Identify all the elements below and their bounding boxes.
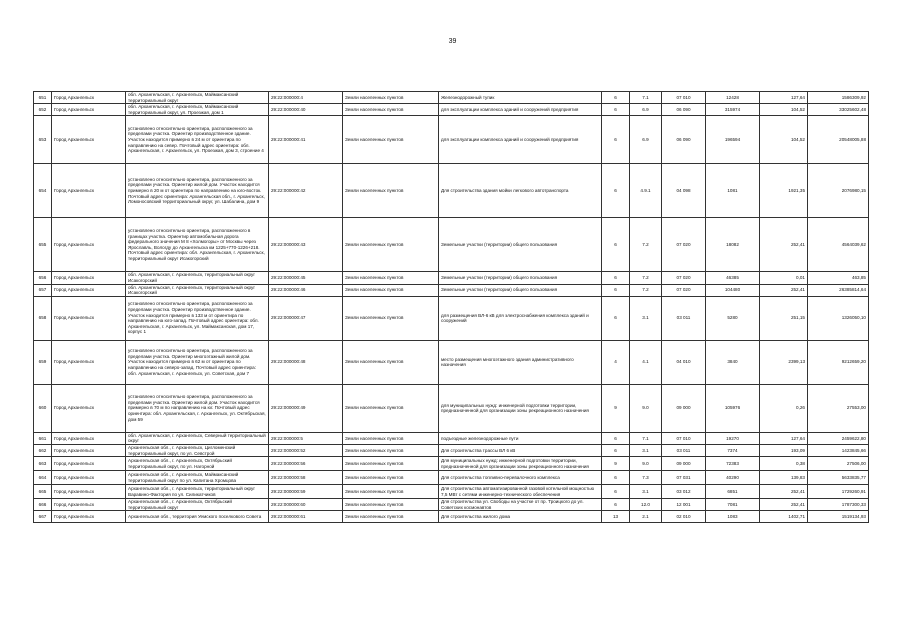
land-category-cell: Земли населенных пунктов xyxy=(343,116,439,164)
use-code-cell: 7.2 xyxy=(630,284,662,296)
use-group-cell: 13 xyxy=(602,511,630,523)
cadastral-value-cell: 1787300,33 xyxy=(808,499,869,511)
table-row xyxy=(34,272,869,284)
municipality-cell: Город Архангельск xyxy=(52,272,126,284)
use-group-cell: 6 xyxy=(602,485,630,499)
use-group-cell: 6 xyxy=(602,432,630,444)
cadastral-value-cell: 4564039,62 xyxy=(808,218,869,272)
use-code-cell: 2.1 xyxy=(630,511,662,523)
municipality-cell: Город Архангельск xyxy=(52,485,126,499)
cadastral-number-cell: 29:22:000000:48 xyxy=(269,340,343,384)
permitted-use-cell: для эксплуатации комплекса зданий и сооружений предприятия xyxy=(439,116,602,164)
specific-value-cell: 251,15 xyxy=(760,296,808,340)
use-code-cell: 3.1 xyxy=(630,296,662,340)
municipality-cell: Город Архангельск xyxy=(52,499,126,511)
address-cell: установлено относительно ориентира, расположенного за пределами участка. Ориентир производственное здание. Участок находится примерно в 133 м от ориентира по направлению на юго-запад. Почтовый адрес ориентира: обл. Архангельская, г. Архангельск, ул. Маймаксанская, дом 17, корпус 1 xyxy=(126,296,269,340)
cadastral-value-cell: 27553,00 xyxy=(808,384,869,432)
land-category-cell: Земли населенных пунктов xyxy=(343,164,439,218)
area-cell: 7081 xyxy=(706,499,760,511)
area-cell: 315974 xyxy=(706,104,760,116)
cadastral-value-cell: 463,85 xyxy=(808,272,869,284)
table-row xyxy=(34,444,869,456)
use-code-cell: 3.1 xyxy=(630,485,662,499)
register-body xyxy=(34,92,869,523)
use-code-cell: 4.1 xyxy=(630,340,662,384)
land-category-cell: Земли населенных пунктов xyxy=(343,296,439,340)
land-category-cell: Земли населенных пунктов xyxy=(343,104,439,116)
use-code-cell: 4.9.1 xyxy=(630,164,662,218)
permitted-use-cell: место размещения многоэтажного здания административного назначения xyxy=(439,340,602,384)
specific-value-cell: 252,41 xyxy=(760,218,808,272)
use-group-cell: 6 xyxy=(602,116,630,164)
cadastral-number-cell: 29:22:000000:4 xyxy=(269,92,343,104)
specific-value-cell: 104,52 xyxy=(760,104,808,116)
use-subcode-cell: 04 010 xyxy=(662,340,706,384)
row-number: 665 xyxy=(34,485,52,499)
permitted-use-cell: Для строительства здания мойки легкового автотранспорта xyxy=(439,164,602,218)
address-cell: Архангельская обл., г. Архангельск, Октябрьский территориальный округ xyxy=(126,499,269,511)
use-group-cell: 4 xyxy=(602,340,630,384)
cadastral-number-cell: 29:22:000000:56 xyxy=(269,457,343,471)
specific-value-cell: 1402,71 xyxy=(760,511,808,523)
cadastral-value-cell: 2076980,15 xyxy=(808,164,869,218)
municipality-cell: Город Архангельск xyxy=(52,432,126,444)
address-cell: установлено относительно ориентира, расположенного за пределами участка. Ориентир многоэтажный жилой дом. Участок находится примерно в 62 м от ориентира по направлению на северо-запад. Почтовый адрес ориентира: обл. Архангельская, г. Архангельск, ул. Советская, дом 7 xyxy=(126,340,269,384)
table-row xyxy=(34,457,869,471)
use-group-cell: 6 xyxy=(602,104,630,116)
cadastral-value-cell: 2459622,80 xyxy=(808,432,869,444)
specific-value-cell: 252,41 xyxy=(760,485,808,499)
land-category-cell: Земли населенных пунктов xyxy=(343,444,439,456)
use-subcode-cell: 02 010 xyxy=(662,511,706,523)
cadastral-value-cell: 33025602,48 xyxy=(808,104,869,116)
use-group-cell: 6 xyxy=(602,92,630,104)
use-subcode-cell: 07 020 xyxy=(662,218,706,272)
specific-value-cell: 2399,13 xyxy=(760,340,808,384)
use-code-cell: 3.1 xyxy=(630,444,662,456)
area-cell: 1081 xyxy=(706,164,760,218)
use-group-cell: 9 xyxy=(602,384,630,432)
land-category-cell: Земли населенных пунктов xyxy=(343,92,439,104)
use-group-cell: 6 xyxy=(602,284,630,296)
row-number: 657 xyxy=(34,284,52,296)
row-number: 656 xyxy=(34,272,52,284)
use-subcode-cell: 06 090 xyxy=(662,104,706,116)
cadastral-number-cell: 29:22:000000:60 xyxy=(269,499,343,511)
permitted-use-cell: Железнодорожный тупик xyxy=(439,92,602,104)
area-cell: 46385 xyxy=(706,272,760,284)
cadastral-number-cell: 29:22:000000:46 xyxy=(269,284,343,296)
use-subcode-cell: 03 011 xyxy=(662,296,706,340)
cadastral-number-cell: 29:22:000000:45 xyxy=(269,272,343,284)
use-code-cell: 7.2 xyxy=(630,272,662,284)
use-code-cell: 9.0 xyxy=(630,384,662,432)
municipality-cell: Город Архангельск xyxy=(52,511,126,523)
municipality-cell: Город Архангельск xyxy=(52,471,126,485)
land-category-cell: Земли населенных пунктов xyxy=(343,340,439,384)
specific-value-cell: 0,01 xyxy=(760,272,808,284)
use-group-cell: 6 xyxy=(602,499,630,511)
address-cell: Архангельская обл., г. Архангельск, Октябрьский территориальный округ, по ул. Нагорной xyxy=(126,457,269,471)
cadastral-value-cell: 26385814,64 xyxy=(808,284,869,296)
row-number: 661 xyxy=(34,432,52,444)
area-cell: 40290 xyxy=(706,471,760,485)
table-row xyxy=(34,471,869,485)
table-row xyxy=(34,432,869,444)
use-group-cell: 6 xyxy=(602,164,630,218)
specific-value-cell: 193,09 xyxy=(760,444,808,456)
permitted-use-cell: для муниципальных нужд: инженерной подготовки территории, предназначенной для организации зоны рекреационного назначения xyxy=(439,384,602,432)
land-category-cell: Земли населенных пунктов xyxy=(343,272,439,284)
table-row xyxy=(34,511,869,523)
area-cell: 18082 xyxy=(706,218,760,272)
use-subcode-cell: 03 012 xyxy=(662,485,706,499)
land-category-cell: Земли населенных пунктов xyxy=(343,284,439,296)
address-cell: Архангельская обл., г. Архангельск, территориальный округ Варавино-Фактория по ул. Силикатчиков xyxy=(126,485,269,499)
row-number: 662 xyxy=(34,444,52,456)
use-subcode-cell: 07 020 xyxy=(662,284,706,296)
area-cell: 12428 xyxy=(706,92,760,104)
table-row xyxy=(34,384,869,432)
address-cell: Архангельская обл., территория Уемского поселкового Совета xyxy=(126,511,269,523)
use-code-cell: 7.1 xyxy=(630,432,662,444)
address-cell: установлено относительно ориентира, расположенного в границах участка. Ориентир автомобильная дорога федерального значения М 8 «Холмогоры» от Москвы через Ярославль, Вологду до Архангельска км 1225+770-1226+218. Почтовый адрес ориентира: обл. Архангельская, г. Архангельск, территориальный округ Исакогорский xyxy=(126,218,269,272)
use-subcode-cell: 04 098 xyxy=(662,164,706,218)
cadastral-value-cell: 1519134,93 xyxy=(808,511,869,523)
use-subcode-cell: 07 031 xyxy=(662,471,706,485)
permitted-use-cell: Для строительства жилого дома xyxy=(439,511,602,523)
use-code-cell: 9.0 xyxy=(630,457,662,471)
table-row xyxy=(34,116,869,164)
land-category-cell: Земли населенных пунктов xyxy=(343,432,439,444)
permitted-use-cell: Для строительства ул. Свободы на участке от пр. Троицкого до ул. Советских космонавтов xyxy=(439,499,602,511)
specific-value-cell: 139,83 xyxy=(760,471,808,485)
area-cell: 3840 xyxy=(706,340,760,384)
address-cell: обл. Архангельская, г. Архангельск, территориальный округ Исакогорский xyxy=(126,272,269,284)
cadastral-number-cell: 29:22:000000:5 xyxy=(269,432,343,444)
use-subcode-cell: 09 000 xyxy=(662,384,706,432)
land-category-cell: Земли населенных пунктов xyxy=(343,218,439,272)
address-cell: Архангельская обл., г. Архангельск, Маймаксанский территориальный округ по ул. Капитана Хромцова xyxy=(126,471,269,485)
specific-value-cell: 104,52 xyxy=(760,116,808,164)
row-number: 651 xyxy=(34,92,52,104)
permitted-use-cell: Для муниципальных нужд: инженерной подготовки территории, предназначенной для организации зоны рекреационного назначения xyxy=(439,457,602,471)
row-number: 659 xyxy=(34,340,52,384)
municipality-cell: Город Архангельск xyxy=(52,384,126,432)
municipality-cell: Город Архангельск xyxy=(52,104,126,116)
use-code-cell: 12.0 xyxy=(630,499,662,511)
table-row xyxy=(34,296,869,340)
cadastral-value-cell: 27506,00 xyxy=(808,457,869,471)
address-cell: обл. Архангельская, г. Архангельск, территориальный округ Исакогорский xyxy=(126,284,269,296)
specific-value-cell: 0,38 xyxy=(760,457,808,471)
address-cell: установлено относительно ориентира, расположенного за пределами участка. Ориентир жилой дом. Участок находится примерно в 70 м по направлению на юг. Почтовый адрес ориентира: обл. Архангельская, г. Архангельск, ул. Октябрьская, дом 59 xyxy=(126,384,269,432)
municipality-cell: Город Архангельск xyxy=(52,218,126,272)
cadastral-value-cell: 9212659,20 xyxy=(808,340,869,384)
cadastral-number-cell: 29:22:000000:49 xyxy=(269,384,343,432)
use-code-cell: 7.1 xyxy=(630,92,662,104)
permitted-use-cell: для эксплуатации комплекса зданий и сооружений предприятия xyxy=(439,104,602,116)
land-category-cell: Земли населенных пунктов xyxy=(343,457,439,471)
use-subcode-cell: 06 090 xyxy=(662,116,706,164)
address-cell: установлено относительно ориентира, расположенного за пределами участка. Ориентир жилой дом. Участок находится примерно в 20 м от ориентира по направлению на юго-восток. Почтовый адрес ориентира: Архангельская обл., г. Архангельск, Ломоносовский территориальный округ, ул. Шабалина, дом 9 xyxy=(126,164,269,218)
municipality-cell: Город Архангельск xyxy=(52,164,126,218)
cadastral-value-cell: 5633835,77 xyxy=(808,471,869,485)
area-cell: 105976 xyxy=(706,384,760,432)
row-number: 655 xyxy=(34,218,52,272)
row-number: 666 xyxy=(34,499,52,511)
area-cell: 72383 xyxy=(706,457,760,471)
cadastral-number-cell: 29:22:000000:52 xyxy=(269,444,343,456)
table-row xyxy=(34,499,869,511)
cadastral-number-cell: 29:22:000000:59 xyxy=(269,485,343,499)
permitted-use-cell: подъездные железнодорожные пути xyxy=(439,432,602,444)
page-number: 39 xyxy=(448,38,457,45)
land-category-cell: Земли населенных пунктов xyxy=(343,384,439,432)
cadastral-value-cell: 1586309,92 xyxy=(808,92,869,104)
permitted-use-cell: Земельные участки (территории) общего пользования xyxy=(439,218,602,272)
use-group-cell: 6 xyxy=(602,471,630,485)
municipality-cell: Город Архангельск xyxy=(52,457,126,471)
specific-value-cell: 0,26 xyxy=(760,384,808,432)
address-cell: Архангельская обл., г. Архангельск, Цигломенский территориальный округ, по ул. Севстрой xyxy=(126,444,269,456)
table-row xyxy=(34,340,869,384)
cadastral-number-cell: 29:22:000000:47 xyxy=(269,296,343,340)
municipality-cell: Город Архангельск xyxy=(52,116,126,164)
use-group-cell: 6 xyxy=(602,296,630,340)
permitted-use-cell: Земельные участки (территории) общего пользования xyxy=(439,272,602,284)
use-subcode-cell: 07 010 xyxy=(662,92,706,104)
cadastral-number-cell: 29:22:000000:61 xyxy=(269,511,343,523)
specific-value-cell: 127,64 xyxy=(760,92,808,104)
area-cell: 1083 xyxy=(706,511,760,523)
specific-value-cell: 252,41 xyxy=(760,284,808,296)
cadastral-number-cell: 29:22:000000:58 xyxy=(269,471,343,485)
land-category-cell: Земли населенных пунктов xyxy=(343,511,439,523)
area-cell: 7374 xyxy=(706,444,760,456)
cadastral-number-cell: 29:22:000000:41 xyxy=(269,116,343,164)
use-group-cell: 6 xyxy=(602,218,630,272)
use-code-cell: 6.9 xyxy=(630,116,662,164)
row-number: 664 xyxy=(34,471,52,485)
permitted-use-cell: Для строительства трассы ВЛ 6 кВ xyxy=(439,444,602,456)
municipality-cell: Город Архангельск xyxy=(52,296,126,340)
row-number: 660 xyxy=(34,384,52,432)
address-cell: обл. Архангельская, г. Архангельск, Маймаксанский территориальный округ xyxy=(126,92,269,104)
address-cell: установлено относительно ориентира, расположенного за пределами участка. Ориентир производственное здание. Участок находится примерно в 24 м от ориентира по направлению на север. Почтовый адрес ориентира: обл. Архангельская, г. Архангельск, ул. Проезжая, дом 3, строение 4 xyxy=(126,116,269,164)
specific-value-cell: 127,64 xyxy=(760,432,808,444)
specific-value-cell: 252,41 xyxy=(760,499,808,511)
row-number: 652 xyxy=(34,104,52,116)
row-number: 667 xyxy=(34,511,52,523)
permitted-use-cell: для размещения ВЛ-6 кВ для электроснабжения комплекса зданий и сооружений xyxy=(439,296,602,340)
permitted-use-cell: Для строительства автоматизированной газовой котельной мощностью 7,5 МВт с сетями инженерно-технического обеспечения xyxy=(439,485,602,499)
table-row xyxy=(34,164,869,218)
row-number: 653 xyxy=(34,116,52,164)
table-row xyxy=(34,92,869,104)
use-subcode-cell: 07 010 xyxy=(662,432,706,444)
cadastral-number-cell: 29:22:000000:43 xyxy=(269,218,343,272)
permitted-use-cell: Земельные участки (территории) общего пользования xyxy=(439,284,602,296)
cadastral-value-cell: 1326050,10 xyxy=(808,296,869,340)
municipality-cell: Город Архангельск xyxy=(52,340,126,384)
cadastral-value-cell: 1423845,66 xyxy=(808,444,869,456)
area-cell: 196594 xyxy=(706,116,760,164)
cadastral-value-cell: 20548005,88 xyxy=(808,116,869,164)
table-row xyxy=(34,218,869,272)
use-group-cell: 6 xyxy=(602,272,630,284)
cadastral-value-cell: 1729260,91 xyxy=(808,485,869,499)
municipality-cell: Город Архангельск xyxy=(52,444,126,456)
use-code-cell: 7.3 xyxy=(630,471,662,485)
use-subcode-cell: 03 011 xyxy=(662,444,706,456)
address-cell: обл. Архангельская, г. Архангельск, Маймаксанский территориальный округ, ул. Проезжая, дом 1 xyxy=(126,104,269,116)
use-group-cell: 6 xyxy=(602,444,630,456)
table-row xyxy=(34,284,869,296)
cadastral-number-cell: 29:22:000000:42 xyxy=(269,164,343,218)
land-register-table xyxy=(33,91,869,523)
land-category-cell: Земли населенных пунктов xyxy=(343,485,439,499)
area-cell: 6851 xyxy=(706,485,760,499)
specific-value-cell: 1921,35 xyxy=(760,164,808,218)
row-number: 654 xyxy=(34,164,52,218)
use-group-cell: 9 xyxy=(602,457,630,471)
table-row xyxy=(34,104,869,116)
area-cell: 19270 xyxy=(706,432,760,444)
cadastral-number-cell: 29:22:000000:40 xyxy=(269,104,343,116)
municipality-cell: Город Архангельск xyxy=(52,284,126,296)
row-number: 663 xyxy=(34,457,52,471)
use-subcode-cell: 09 000 xyxy=(662,457,706,471)
address-cell: обл. Архангельская, г. Архангельск, Северный территориальный округ xyxy=(126,432,269,444)
municipality-cell: Город Архангельск xyxy=(52,92,126,104)
use-code-cell: 7.2 xyxy=(630,218,662,272)
land-category-cell: Земли населенных пунктов xyxy=(343,471,439,485)
use-code-cell: 6.9 xyxy=(630,104,662,116)
use-subcode-cell: 12 001 xyxy=(662,499,706,511)
row-number: 658 xyxy=(34,296,52,340)
land-category-cell: Земли населенных пунктов xyxy=(343,499,439,511)
use-subcode-cell: 07 020 xyxy=(662,272,706,284)
permitted-use-cell: Для строительства топливно-перевалочного комплекса xyxy=(439,471,602,485)
area-cell: 104480 xyxy=(706,284,760,296)
area-cell: 5280 xyxy=(706,296,760,340)
table-row xyxy=(34,485,869,499)
